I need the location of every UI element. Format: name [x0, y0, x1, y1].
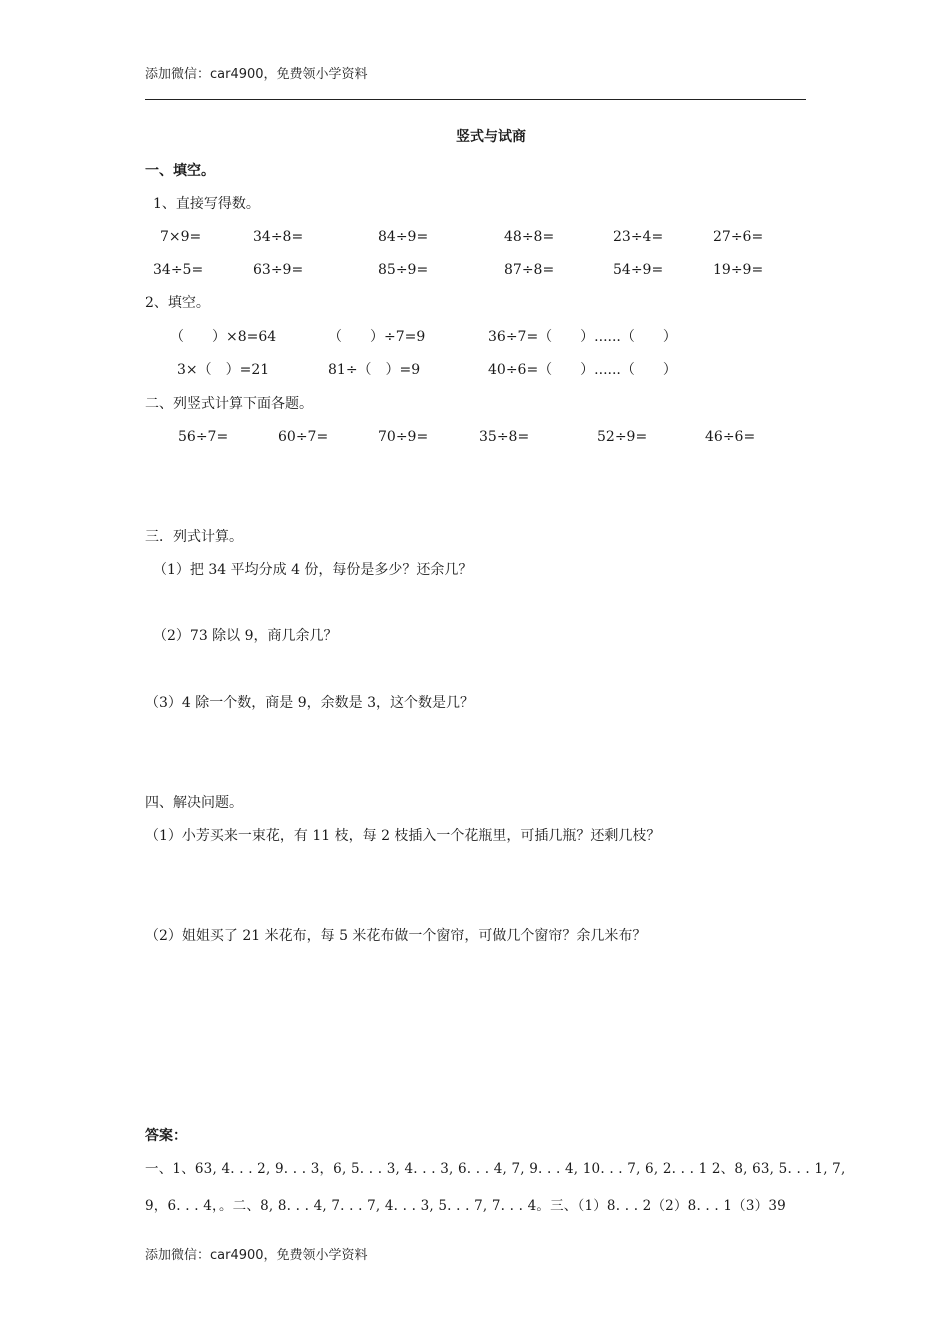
vertical-calc-item: 52÷9= — [597, 429, 648, 445]
section3-question: （1）把 34 平均分成 4 份，每份是多少？还余几？ — [153, 562, 473, 578]
section1-heading: 一、填空。 — [145, 163, 215, 179]
vertical-calc-item: 46÷6= — [705, 429, 756, 445]
calc-item: 19÷9= — [713, 262, 764, 278]
calc-item: 54÷9= — [613, 262, 664, 278]
fill-item: 3×（ ）=21 — [177, 362, 270, 378]
calc-item: 27÷6= — [713, 229, 764, 245]
answers-heading: 答案： — [145, 1128, 187, 1144]
fill-item: （ ）÷7=9 — [328, 329, 426, 345]
fill-item: 81÷（ ）=9 — [328, 362, 421, 378]
vertical-calc-item: 56÷7= — [178, 429, 229, 445]
section4-heading: 四、解决问题。 — [145, 795, 243, 811]
calc-item: 63÷9= — [253, 262, 304, 278]
page-title: 竖式与试商 — [456, 129, 526, 145]
fill-item: 40÷6=（ ）......（ ） — [488, 362, 677, 378]
fill-item: （ ）×8=64 — [170, 329, 277, 345]
section2-heading: 二、列竖式计算下面各题。 — [145, 396, 313, 412]
vertical-calc-item: 60÷7= — [278, 429, 329, 445]
calc-item: 7×9= — [160, 229, 202, 245]
calc-item: 85÷9= — [378, 262, 429, 278]
header-divider — [145, 99, 806, 100]
fill-item: 36÷7=（ ）......（ ） — [488, 329, 677, 345]
section4-question: （1）小芳买来一束花，有 11 枝，每 2 枝插入一个花瓶里，可插几瓶？还剩几枝？ — [145, 828, 661, 844]
answers-line: 9，6. . . 4，。二、8, 8. . . 4, 7. . . 7, 4. . . 3, 5. . . 7, 7. . . 4。三、（1）8. . . 2（2）8. . . 1（3）39 — [145, 1198, 786, 1214]
calc-item: 34÷8= — [253, 229, 304, 245]
answers-line: 一、1、63, 4. . . 2, 9. . . 3，6, 5. . . 3, 4. . . 3, 6. . . 4, 7, 9. . . 4, 10. . . 7, 6, 2. . . 1 2、8, 63, 5. . . 1, 7, — [145, 1161, 846, 1177]
section4-question: （2）姐姐买了 21 米花布，每 5 米花布做一个窗帘，可做几个窗帘？余几米布？ — [145, 928, 647, 944]
section3-question: （3）4 除一个数，商是 9，余数是 3，这个数是几？ — [145, 695, 474, 711]
footer-text: 添加微信：car4900，免费领小学资料 — [145, 1248, 368, 1263]
section1-q1-label: 1、直接写得数。 — [153, 196, 260, 212]
calc-item: 23÷4= — [613, 229, 664, 245]
section1-q2-label: 2、填空。 — [145, 295, 210, 311]
vertical-calc-item: 35÷8= — [479, 429, 530, 445]
calc-item: 87÷8= — [504, 262, 555, 278]
vertical-calc-item: 70÷9= — [378, 429, 429, 445]
header-text: 添加微信：car4900，免费领小学资料 — [145, 67, 368, 82]
calc-item: 34÷5= — [153, 262, 204, 278]
section3-heading: 三．列式计算。 — [145, 529, 243, 545]
section3-question: （2）73 除以 9，商几余几？ — [153, 628, 338, 644]
calc-item: 48÷8= — [504, 229, 555, 245]
calc-item: 84÷9= — [378, 229, 429, 245]
